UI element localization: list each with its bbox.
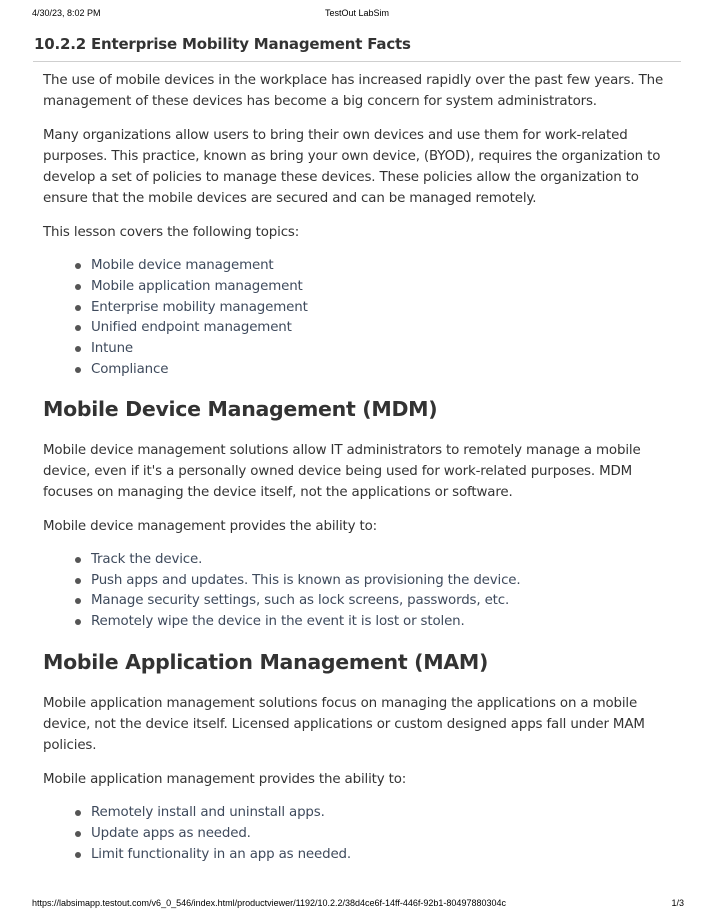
mdm-capabilities-list xyxy=(43,550,673,633)
bullet-icon xyxy=(75,810,81,816)
bullet-icon xyxy=(75,284,81,290)
list-item xyxy=(43,571,673,592)
capability-label: Limit functionality in an app as needed. xyxy=(91,846,352,862)
intro-paragraph-2: Many organizations allow users to bring their own devices and use them for work-related purposes. This practice, known as bring your own device, (BYOD), requires the organization to develop a set of policies to manage these devices. These policies allow the organization to ensure that the mobile devices are secured and can be managed remotely. xyxy=(43,128,661,206)
bullet-icon xyxy=(75,557,81,563)
lesson-content xyxy=(43,70,673,865)
capability-label: Remotely install and uninstall apps. xyxy=(91,804,325,820)
list-item xyxy=(43,612,673,633)
print-header xyxy=(0,8,714,20)
print-datetime: 4/30/23, 8:02 PM xyxy=(32,8,101,18)
topic-label: Intune xyxy=(91,341,133,357)
capability-label: Track the device. xyxy=(91,551,203,567)
print-footer xyxy=(0,898,714,910)
topic-label: Mobile application management xyxy=(91,278,303,294)
bullet-icon xyxy=(75,367,81,373)
capability-label: Remotely wipe the device in the event it is lost or stolen. xyxy=(91,614,465,630)
mam-capabilities-list xyxy=(43,803,673,865)
list-item xyxy=(43,824,673,845)
print-url: https://labsimapp.testout.com/v6_0_546/index.html/productviewer/1192/10.2.2/38d4ce6f-14ff-446f-92b1-80497880304c xyxy=(32,898,506,908)
list-item xyxy=(43,277,673,298)
mdm-paragraph-2: Mobile device management provides the ability to: xyxy=(43,518,378,534)
list-item xyxy=(43,256,673,277)
mam-paragraph-1: Mobile application management solutions focus on managing the applications on a mobile device, not the device itself. Licensed applications or custom designed apps fall under MAM policies. xyxy=(43,695,645,753)
page-title: 10.2.2 Enterprise Mobility Management Facts xyxy=(34,35,411,53)
topic-label: Enterprise mobility management xyxy=(91,299,308,315)
bullet-icon xyxy=(75,346,81,352)
topic-label: Mobile device management xyxy=(91,258,274,273)
mdm-paragraph-1: Mobile device management solutions allow IT administrators to remotely manage a mobile device, even if it's a personally owned device being used for work-related purposes. MDM focuses on managing the device itself, not the applications or software. xyxy=(43,442,641,500)
print-page-number: 1/3 xyxy=(671,898,684,908)
list-item xyxy=(43,845,673,866)
list-item xyxy=(43,803,673,824)
topic-label: Compliance xyxy=(91,361,169,377)
bullet-icon xyxy=(75,852,81,858)
list-item xyxy=(43,339,673,360)
bullet-icon xyxy=(75,305,81,311)
capability-label: Update apps as needed. xyxy=(91,825,251,841)
list-item xyxy=(43,360,673,381)
capability-label: Manage security settings, such as lock screens, passwords, etc. xyxy=(91,593,510,609)
mdm-heading: Mobile Device Management (MDM) xyxy=(43,396,438,421)
bullet-icon xyxy=(75,598,81,604)
title-divider xyxy=(33,61,681,62)
mam-paragraph-2: Mobile application management provides the ability to: xyxy=(43,771,407,787)
list-item xyxy=(43,298,673,319)
bullet-icon xyxy=(75,619,81,625)
bullet-icon xyxy=(75,263,81,269)
topics-list xyxy=(43,256,673,381)
intro-paragraph-3: This lesson covers the following topics: xyxy=(43,225,300,240)
mam-heading: Mobile Application Management (MAM) xyxy=(43,649,489,674)
bullet-icon xyxy=(75,325,81,331)
capability-label: Push apps and updates. This is known as provisioning the device. xyxy=(91,572,521,588)
bullet-icon xyxy=(75,831,81,837)
list-item xyxy=(43,318,673,339)
print-site-title: TestOut LabSim xyxy=(324,8,390,18)
topic-label: Unified endpoint management xyxy=(91,320,292,336)
bullet-icon xyxy=(75,578,81,584)
list-item xyxy=(43,550,673,571)
list-item xyxy=(43,591,673,612)
intro-paragraph-1: The use of mobile devices in the workplace has increased rapidly over the past few years. The management of these devices has become a big concern for system administrators. xyxy=(43,73,664,109)
